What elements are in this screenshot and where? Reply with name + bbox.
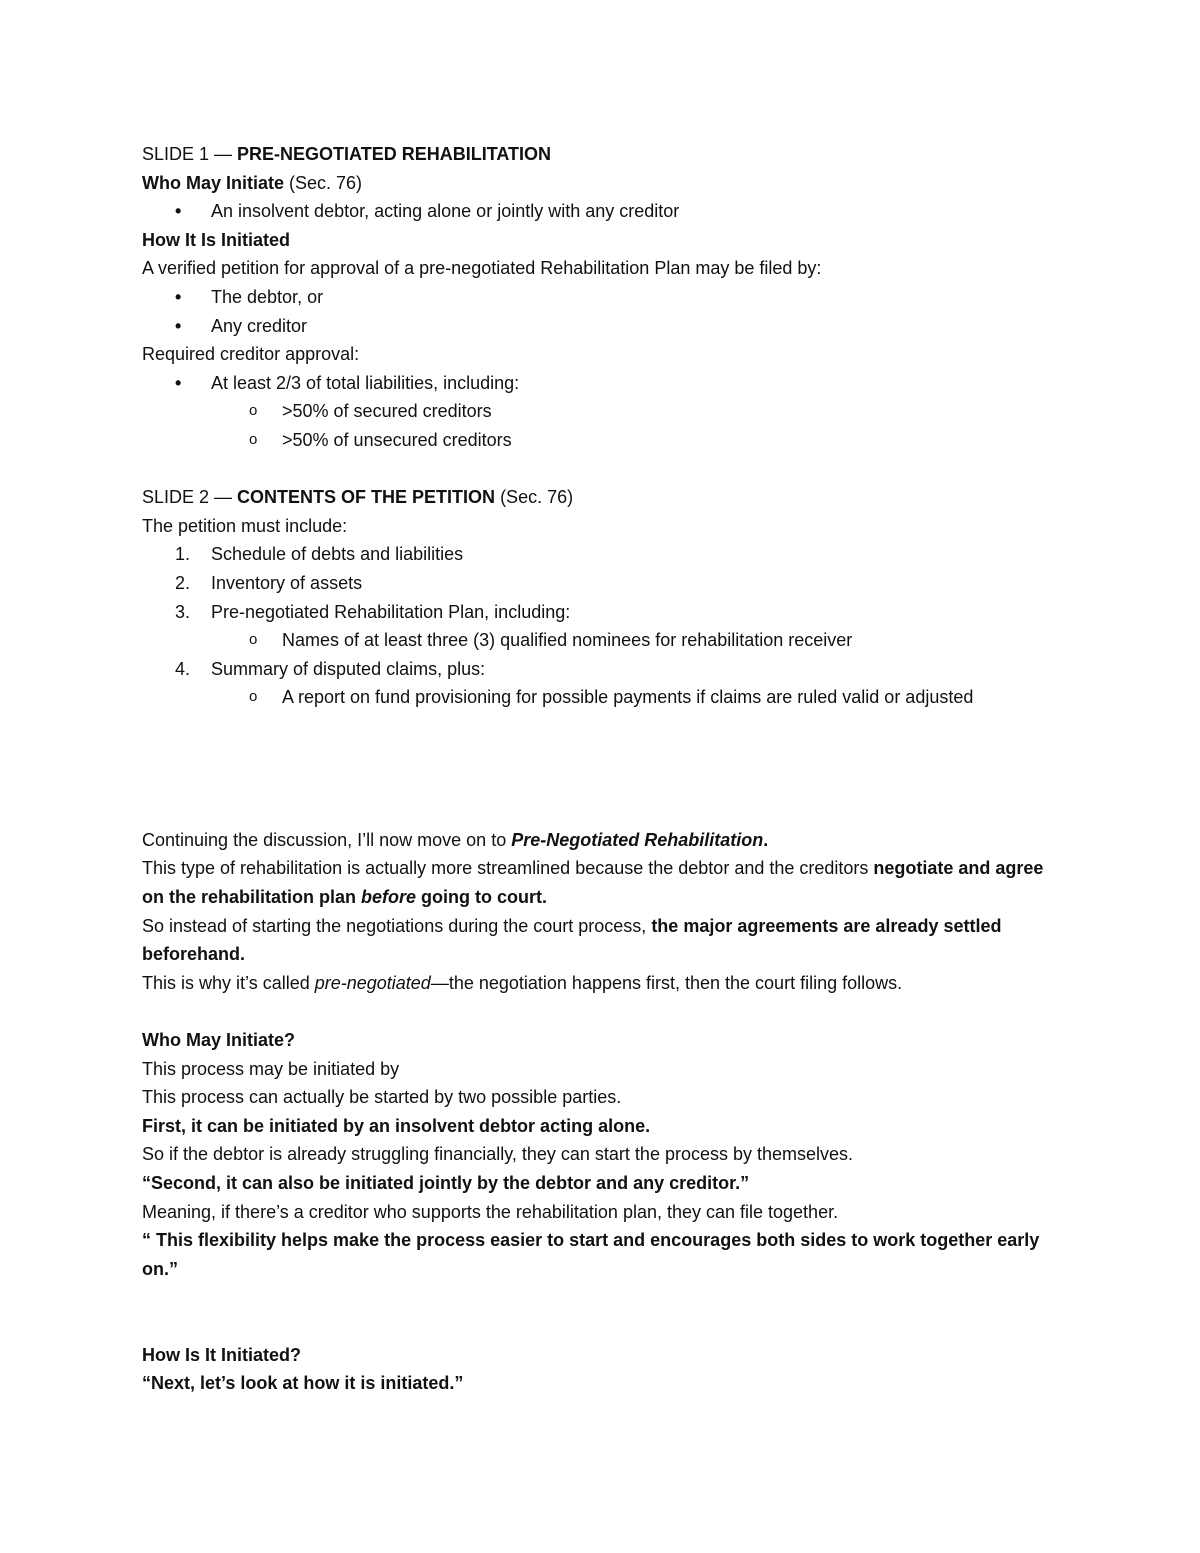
script-how-heading: How Is It Initiated? xyxy=(142,1344,302,1365)
script-paragraph: This is why it’s called pre-negotiated—the negotiation happens first, then the court filing follows. xyxy=(142,972,903,993)
bullet-item: • The debtor, or xyxy=(142,283,1062,312)
script-line: So if the debtor is already struggling financially, they can start the process by themselves. xyxy=(142,1144,854,1165)
approval-label: Required creditor approval: xyxy=(142,344,360,365)
slide1-heading xyxy=(142,140,1062,169)
slide1-label: SLIDE 1 — xyxy=(142,144,238,164)
script-line-bold: “Second, it can also be initiated jointly by the debtor and any creditor.” xyxy=(142,1173,750,1193)
script-line-bold: “Next, let’s look at how it is initiated.” xyxy=(142,1373,464,1394)
slide1-who-heading xyxy=(142,169,1062,198)
bullet-icon: • xyxy=(175,372,182,393)
circle-bullet-icon: o xyxy=(249,430,258,448)
script-paragraph: Continuing the discussion, I’ll now move on to Pre-Negotiated Rehabilitation. xyxy=(142,829,769,850)
script-paragraph: This type of rehabilitation is actually more streamlined because the debtor and the creditors negotiate and agree on the rehabilitation plan before going to court. xyxy=(142,858,1044,908)
numbered-item: 4. Summary of disputed claims, plus: xyxy=(175,658,486,679)
document-page xyxy=(142,140,1062,1398)
numbered-item: 3. Pre-negotiated Rehabilitation Plan, including: xyxy=(175,601,571,622)
slide1-title: PRE-NEGOTIATED REHABILITATION xyxy=(237,144,552,164)
script-line-bold: “ This flexibility helps make the process easier to start and encourages both sides to work together early on.” xyxy=(142,1230,1040,1279)
circle-bullet-icon: o xyxy=(249,688,258,706)
numbered-item: 1. Schedule of debts and liabilities xyxy=(175,544,464,565)
slide1-how-heading: How It Is Initiated xyxy=(142,229,291,250)
script-paragraph: So instead of starting the negotiations during the court process, the major agreements are already settled beforehand. xyxy=(142,915,1002,965)
bullet-item: • At least 2/3 of total liabilities, including: xyxy=(142,369,1062,398)
sub-bullet-item: o A report on fund provisioning for possible payments if claims are ruled valid or adjusted xyxy=(142,683,1062,712)
who-ref: (Sec. 76) xyxy=(284,172,363,193)
slide2-title: CONTENTS OF THE PETITION xyxy=(237,487,496,508)
bullet-icon: • xyxy=(175,315,182,336)
circle-bullet-icon: o xyxy=(249,631,258,649)
sub-bullet-item: o >50% of unsecured creditors xyxy=(142,426,1062,455)
script-line: This process may be initiated by xyxy=(142,1058,400,1079)
bullet-icon: • xyxy=(175,201,182,222)
sub-bullet-item: o >50% of secured creditors xyxy=(142,397,1062,426)
slide2-heading: SLIDE 2 — CONTENTS OF THE PETITION (Sec. 76) xyxy=(142,487,574,508)
circle-bullet-icon: o xyxy=(249,402,258,420)
bullet-icon: • xyxy=(175,286,182,307)
slide1-how-text: A verified petition for approval of a pre-negotiated Rehabilitation Plan may be filed by: xyxy=(142,258,822,279)
script-line-bold: First, it can be initiated by an insolvent debtor acting alone. xyxy=(142,1115,651,1136)
script-line: This process can actually be started by two possible parties. xyxy=(142,1087,622,1108)
script-line: Meaning, if there’s a creditor who supports the rehabilitation plan, they can file together. xyxy=(142,1201,839,1222)
bullet-item: • An insolvent debtor, acting alone or jointly with any creditor xyxy=(142,197,1062,226)
sub-bullet-item: o Names of at least three (3) qualified nominees for rehabilitation receiver xyxy=(142,626,1062,655)
who-heading-text: Who May Initiate xyxy=(142,172,285,193)
numbered-item: 2. Inventory of assets xyxy=(175,572,363,593)
script-who-heading: Who May Initiate? xyxy=(142,1030,295,1051)
slide2-intro: The petition must include: xyxy=(142,515,348,536)
bullet-item: • Any creditor xyxy=(142,312,1062,341)
